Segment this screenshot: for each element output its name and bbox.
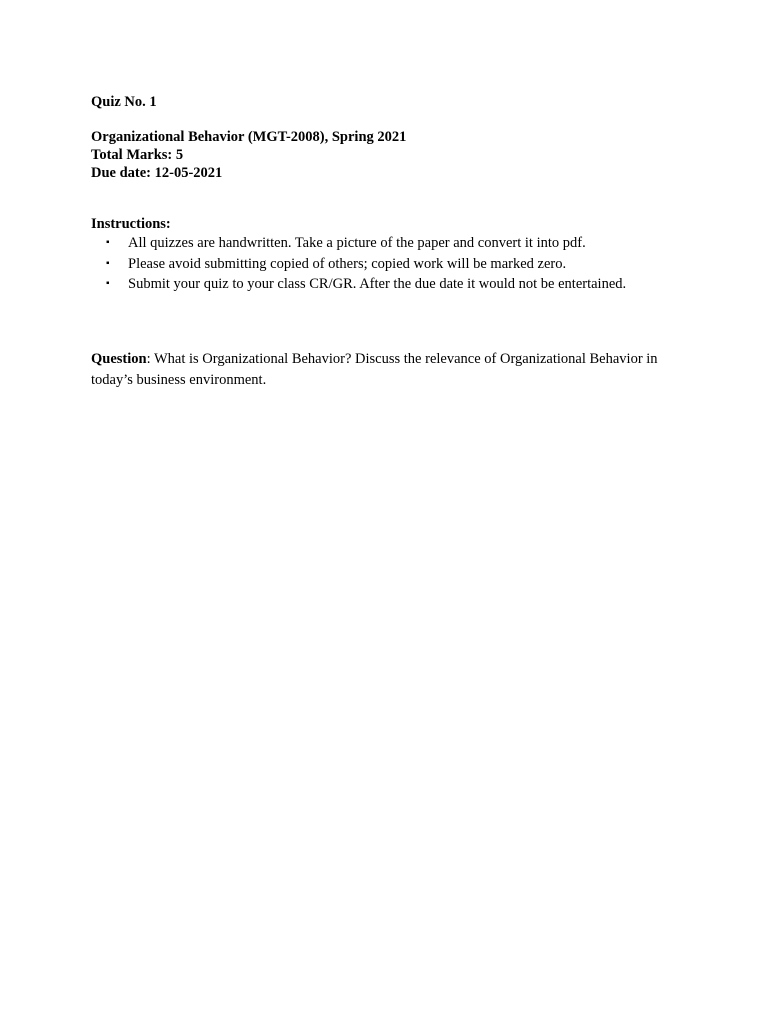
question-text: : What is Organizational Behavior? Discuss the relevance of Organizational Behavior in today’s business environment.	[91, 350, 658, 388]
question-label: Question	[91, 350, 147, 367]
instruction-text: All quizzes are handwritten. Take a picture of the paper and convert it into pdf.	[128, 235, 586, 251]
course-line: Organizational Behavior (MGT-2008), Spring 2021	[91, 129, 407, 145]
instruction-text: Please avoid submitting copied of others; copied work will be marked zero.	[128, 255, 567, 272]
quiz-title: Quiz No. 1	[91, 94, 157, 110]
total-marks: Total Marks: 5	[91, 147, 184, 163]
document-content	[91, 93, 681, 391]
list-item	[91, 233, 681, 254]
course-info	[91, 128, 681, 182]
question-paragraph	[91, 349, 681, 391]
instructions-heading: Instructions:	[91, 216, 171, 232]
instruction-text: Submit your quiz to your class CR/GR. After the due date it would not be entertained.	[128, 276, 627, 292]
bullet-icon: ▪	[106, 257, 110, 269]
bullet-icon: ▪	[106, 278, 110, 289]
list-item	[91, 254, 681, 275]
instructions-list	[91, 233, 681, 295]
bullet-icon: ▪	[106, 237, 110, 248]
due-date: Due date: 12-05-2021	[91, 165, 223, 181]
list-item	[91, 274, 681, 295]
